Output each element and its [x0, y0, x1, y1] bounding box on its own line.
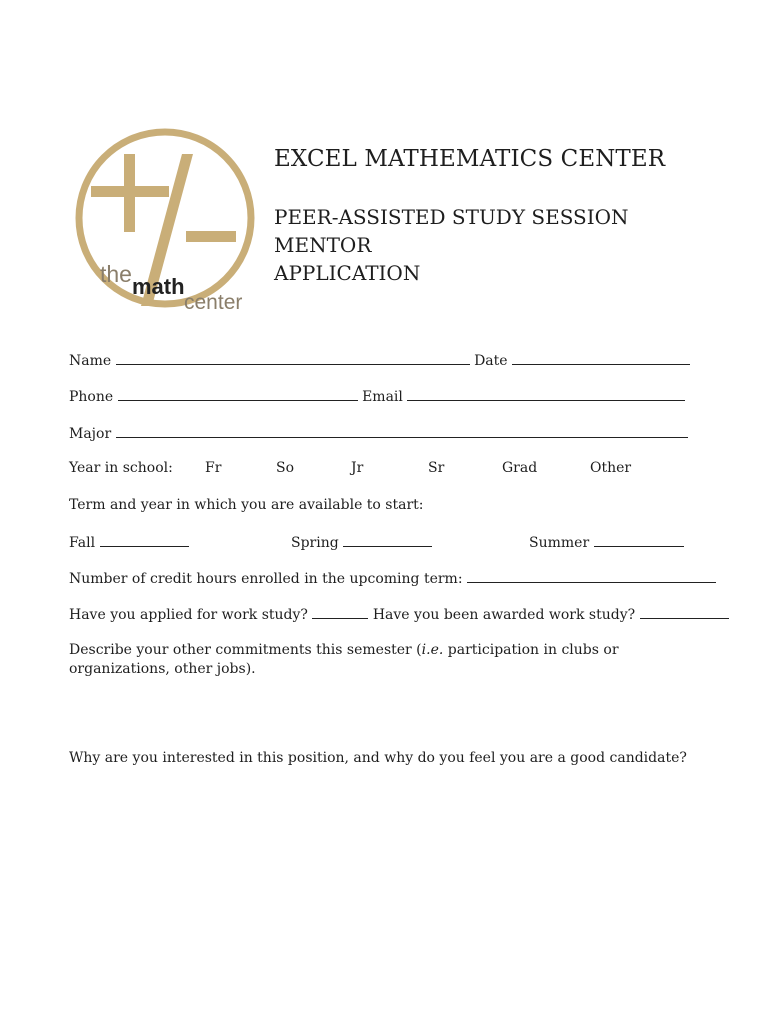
- year-label: Year in school:: [69, 460, 173, 476]
- work-study-applied-field[interactable]: [312, 604, 368, 619]
- application-title: [274, 203, 665, 287]
- document-header: [274, 143, 665, 287]
- name-field[interactable]: [116, 350, 470, 365]
- commitments-prompt-prefix: Describe your other commitments this semester (: [69, 642, 422, 658]
- credit-hours-label: Number of credit hours enrolled in the upcoming term:: [69, 571, 463, 587]
- logo-text-math: math: [132, 274, 185, 299]
- year-option-fr[interactable]: Fr: [205, 460, 222, 476]
- major-row: [69, 423, 689, 443]
- year-option-grad[interactable]: Grad: [502, 460, 538, 476]
- interest-prompt: Why are you interested in this position, and why do you feel you are a good candidate?: [69, 750, 687, 766]
- math-center-logo: [72, 120, 258, 316]
- logo-text-center: center: [184, 291, 243, 314]
- phone-label: Phone: [69, 389, 114, 405]
- name-label: Name: [69, 353, 112, 369]
- credit-hours-field[interactable]: [467, 568, 716, 583]
- summer-label: Summer: [529, 535, 590, 551]
- logo-text-the: the: [100, 261, 132, 287]
- major-label: Major: [69, 426, 112, 442]
- fall-label: Fall: [69, 535, 96, 551]
- commitments-prompt: [69, 641, 699, 679]
- commitments-prompt-suffix: participation in clubs or organizations, other jobs).: [69, 642, 619, 677]
- year-option-so[interactable]: So: [276, 460, 295, 476]
- logo-plus-horizontal: [91, 186, 169, 197]
- credit-hours-row: [69, 568, 716, 588]
- date-field[interactable]: [512, 350, 690, 365]
- spring-label: Spring: [291, 535, 339, 551]
- date-label: Date: [474, 353, 508, 369]
- application-title-line-1: PEER-ASSISTED STUDY SESSION: [274, 205, 629, 229]
- year-in-school-row: [69, 459, 689, 477]
- spring-group: [291, 532, 432, 552]
- phone-email-row: [69, 386, 689, 406]
- year-option-jr[interactable]: Jr: [351, 460, 364, 476]
- email-label: Email: [362, 389, 403, 405]
- term-season-row: [69, 532, 689, 550]
- application-title-line-3: APPLICATION: [274, 261, 421, 285]
- email-field[interactable]: [407, 386, 685, 401]
- logo-minus: [186, 231, 236, 242]
- work-study-applied-label: Have you applied for work study?: [69, 607, 308, 623]
- name-date-row: [69, 350, 689, 370]
- application-title-line-2: MENTOR: [274, 233, 372, 257]
- work-study-awarded-label: Have you been awarded work study?: [372, 607, 636, 623]
- fall-group: [69, 532, 189, 552]
- commitments-prompt-ie: i.e.: [421, 642, 444, 658]
- fall-field[interactable]: [100, 532, 189, 547]
- year-option-sr[interactable]: Sr: [428, 460, 445, 476]
- phone-field[interactable]: [118, 386, 358, 401]
- center-name: EXCEL MATHEMATICS CENTER: [274, 146, 666, 172]
- summer-field[interactable]: [594, 532, 684, 547]
- work-study-awarded-field[interactable]: [640, 604, 729, 619]
- work-study-row: [69, 604, 729, 624]
- summer-group: [529, 532, 684, 552]
- year-option-other[interactable]: Other: [590, 460, 632, 476]
- term-prompt: Term and year in which you are available to start:: [69, 497, 424, 513]
- major-field[interactable]: [116, 423, 688, 438]
- spring-field[interactable]: [343, 532, 432, 547]
